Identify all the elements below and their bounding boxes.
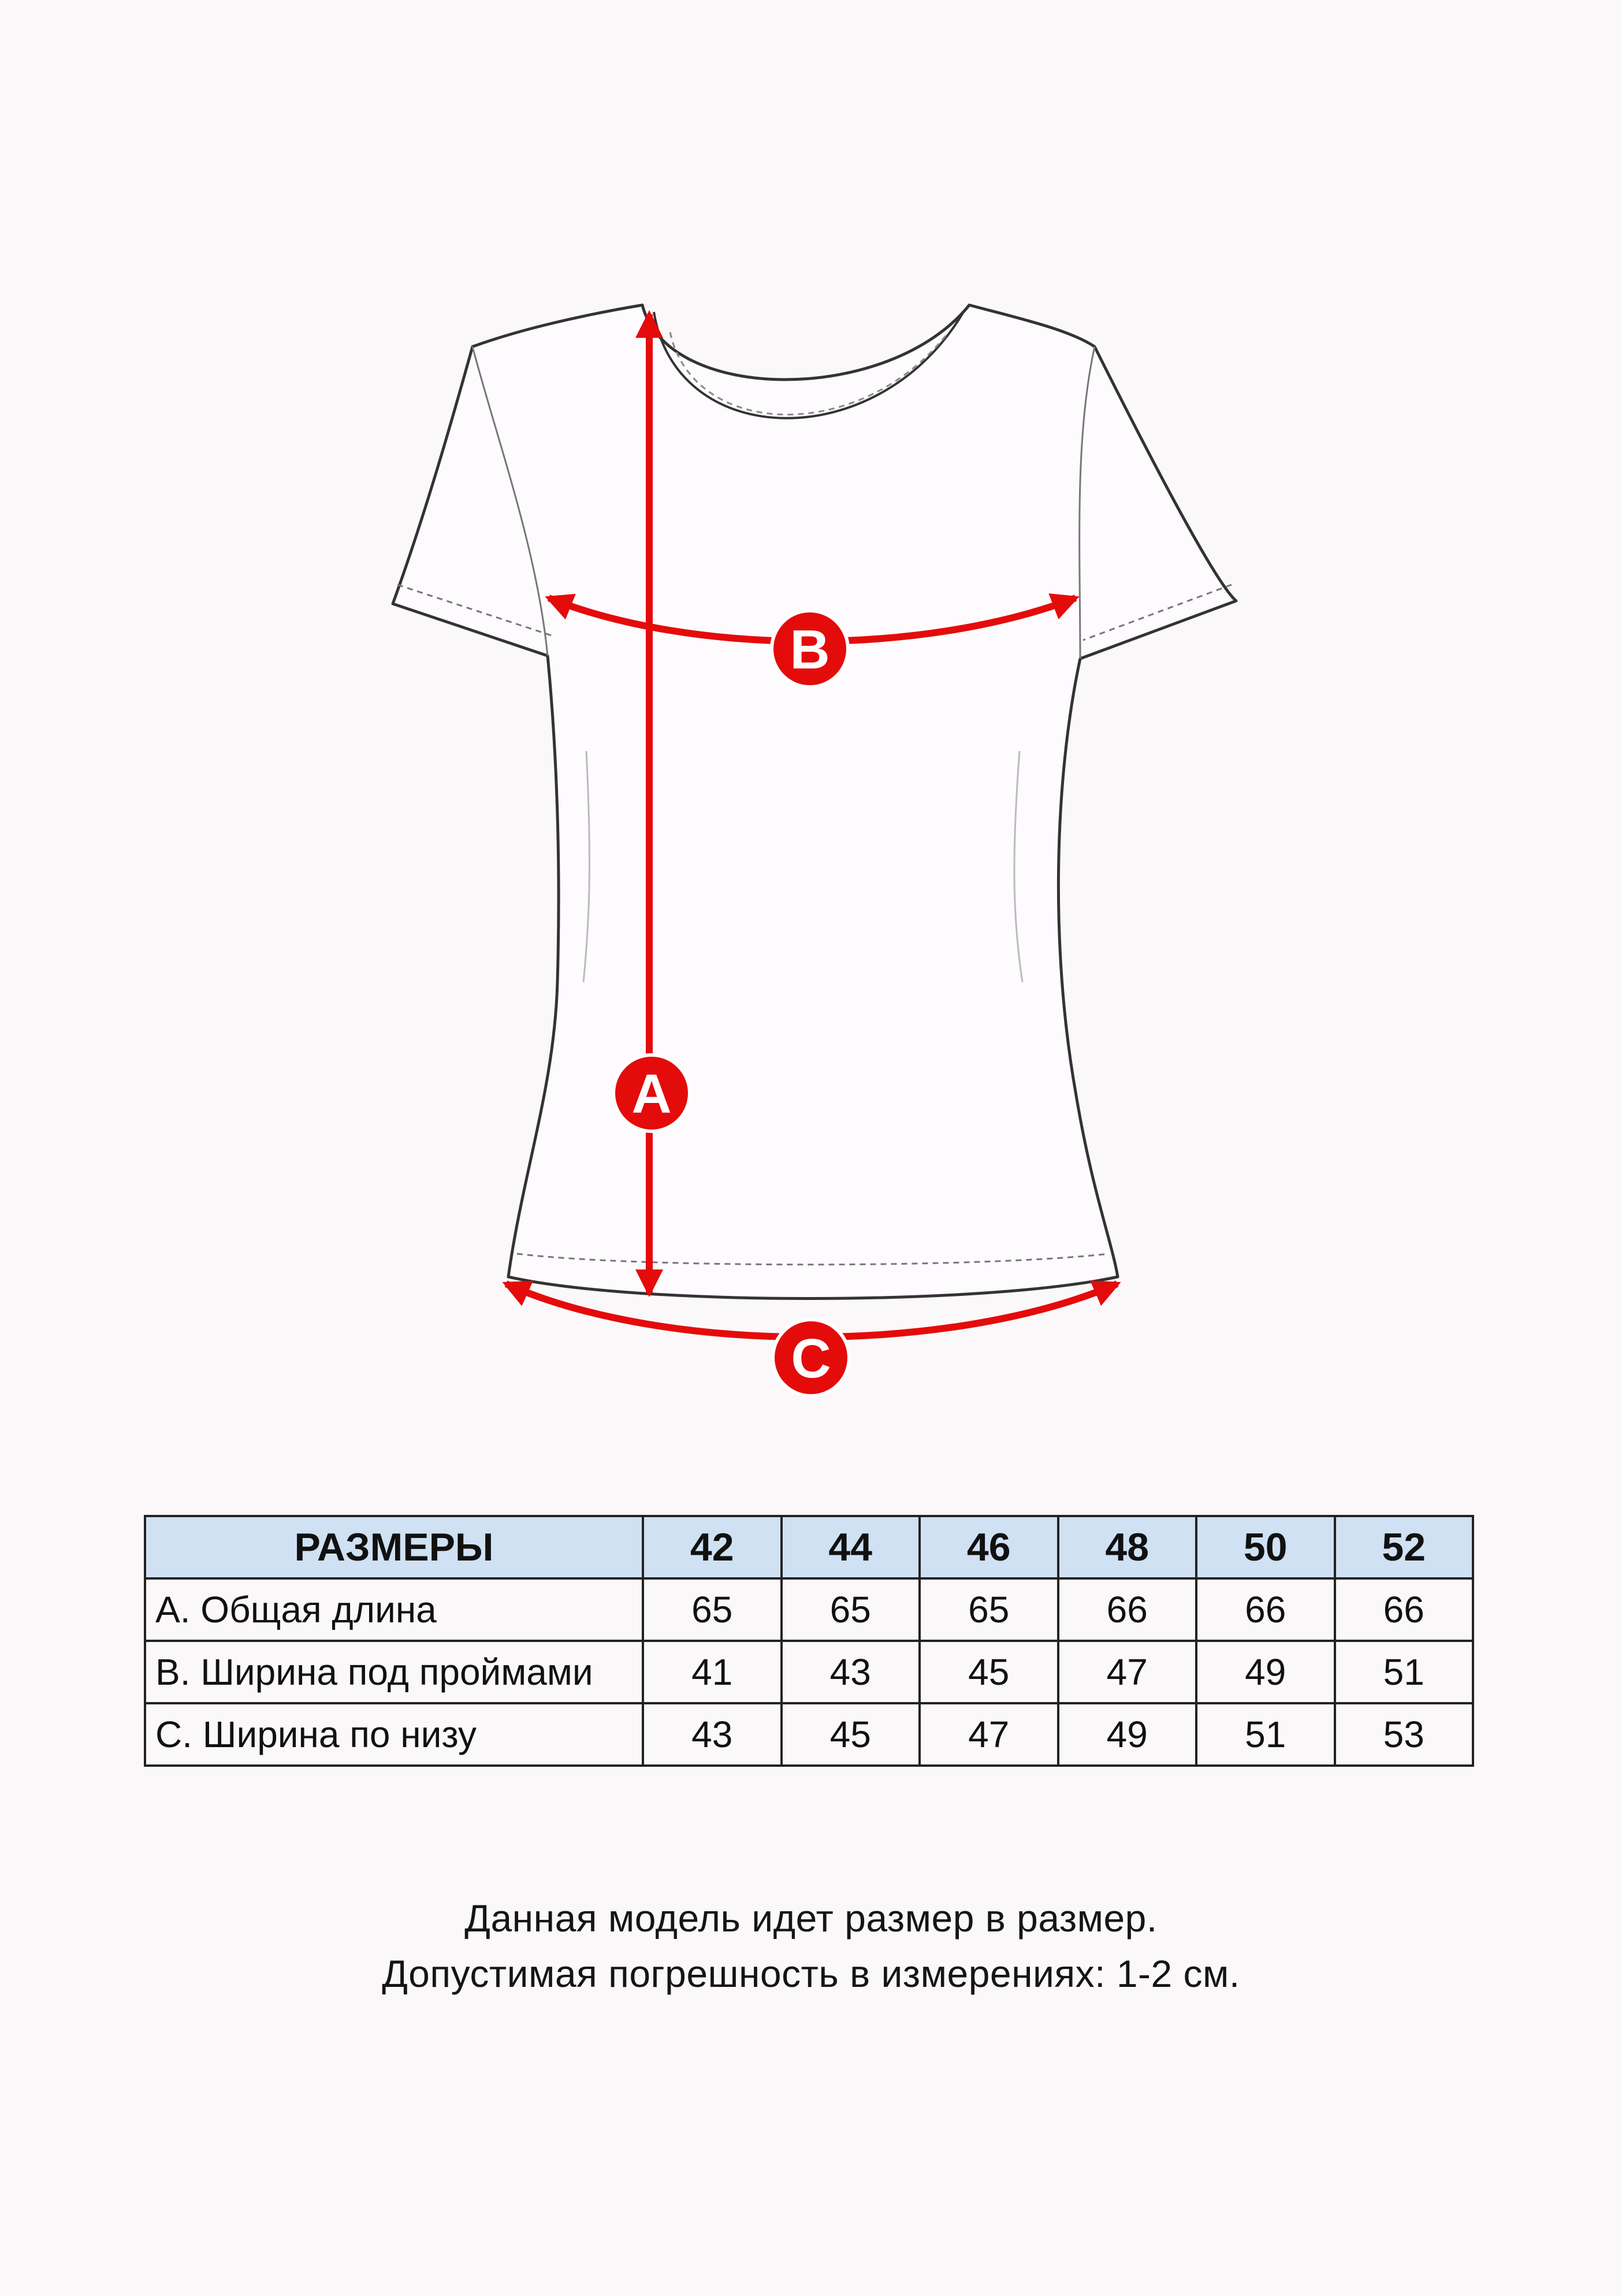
size-header-label: РАЗМЕРЫ [145,1516,643,1578]
svg-text:C: C [791,1328,831,1390]
table-cell: 51 [1335,1641,1474,1703]
table-cell: 51 [1196,1703,1335,1766]
row-label-chest-width: B. Ширина под проймами [145,1641,643,1703]
tolerance-note: Допустимая погрешность в измерениях: 1-2 см. [382,1952,1240,1995]
fit-note: Данная модель идет размер в размер. [464,1897,1158,1940]
size-chart-table [144,1515,1474,1767]
size-46: 46 [920,1516,1058,1578]
size-52: 52 [1335,1516,1474,1578]
table-cell: 65 [782,1578,920,1641]
table-row [145,1578,1473,1641]
size-48: 48 [1058,1516,1197,1578]
table-cell: 65 [920,1578,1058,1641]
size-42: 42 [643,1516,782,1578]
table-cell: 47 [1058,1641,1197,1703]
table-row [145,1641,1473,1703]
row-label-total-length: A. Общая длина [145,1578,643,1641]
svg-text:B: B [790,619,830,681]
table-cell: 49 [1058,1703,1197,1766]
table-cell: 45 [782,1703,920,1766]
size-50: 50 [1196,1516,1335,1578]
svg-text:A: A [631,1063,672,1125]
table-cell: 66 [1058,1578,1197,1641]
table-cell: 53 [1335,1703,1474,1766]
table-cell: 66 [1196,1578,1335,1641]
table-cell: 49 [1196,1641,1335,1703]
table-cell: 47 [920,1703,1058,1766]
table-cell: 66 [1335,1578,1474,1641]
tshirt-outline [393,305,1236,1299]
table-row [145,1703,1473,1766]
marker-a [613,1055,690,1131]
table-cell: 65 [643,1578,782,1641]
size-44: 44 [782,1516,920,1578]
table-cell: 43 [782,1641,920,1703]
marker-b [772,611,848,687]
table-cell: 41 [643,1641,782,1703]
size-header-row [145,1516,1473,1578]
table-cell: 45 [920,1641,1058,1703]
table-cell: 43 [643,1703,782,1766]
marker-c [773,1320,849,1396]
row-label-bottom-width: C. Ширина по низу [145,1703,643,1766]
